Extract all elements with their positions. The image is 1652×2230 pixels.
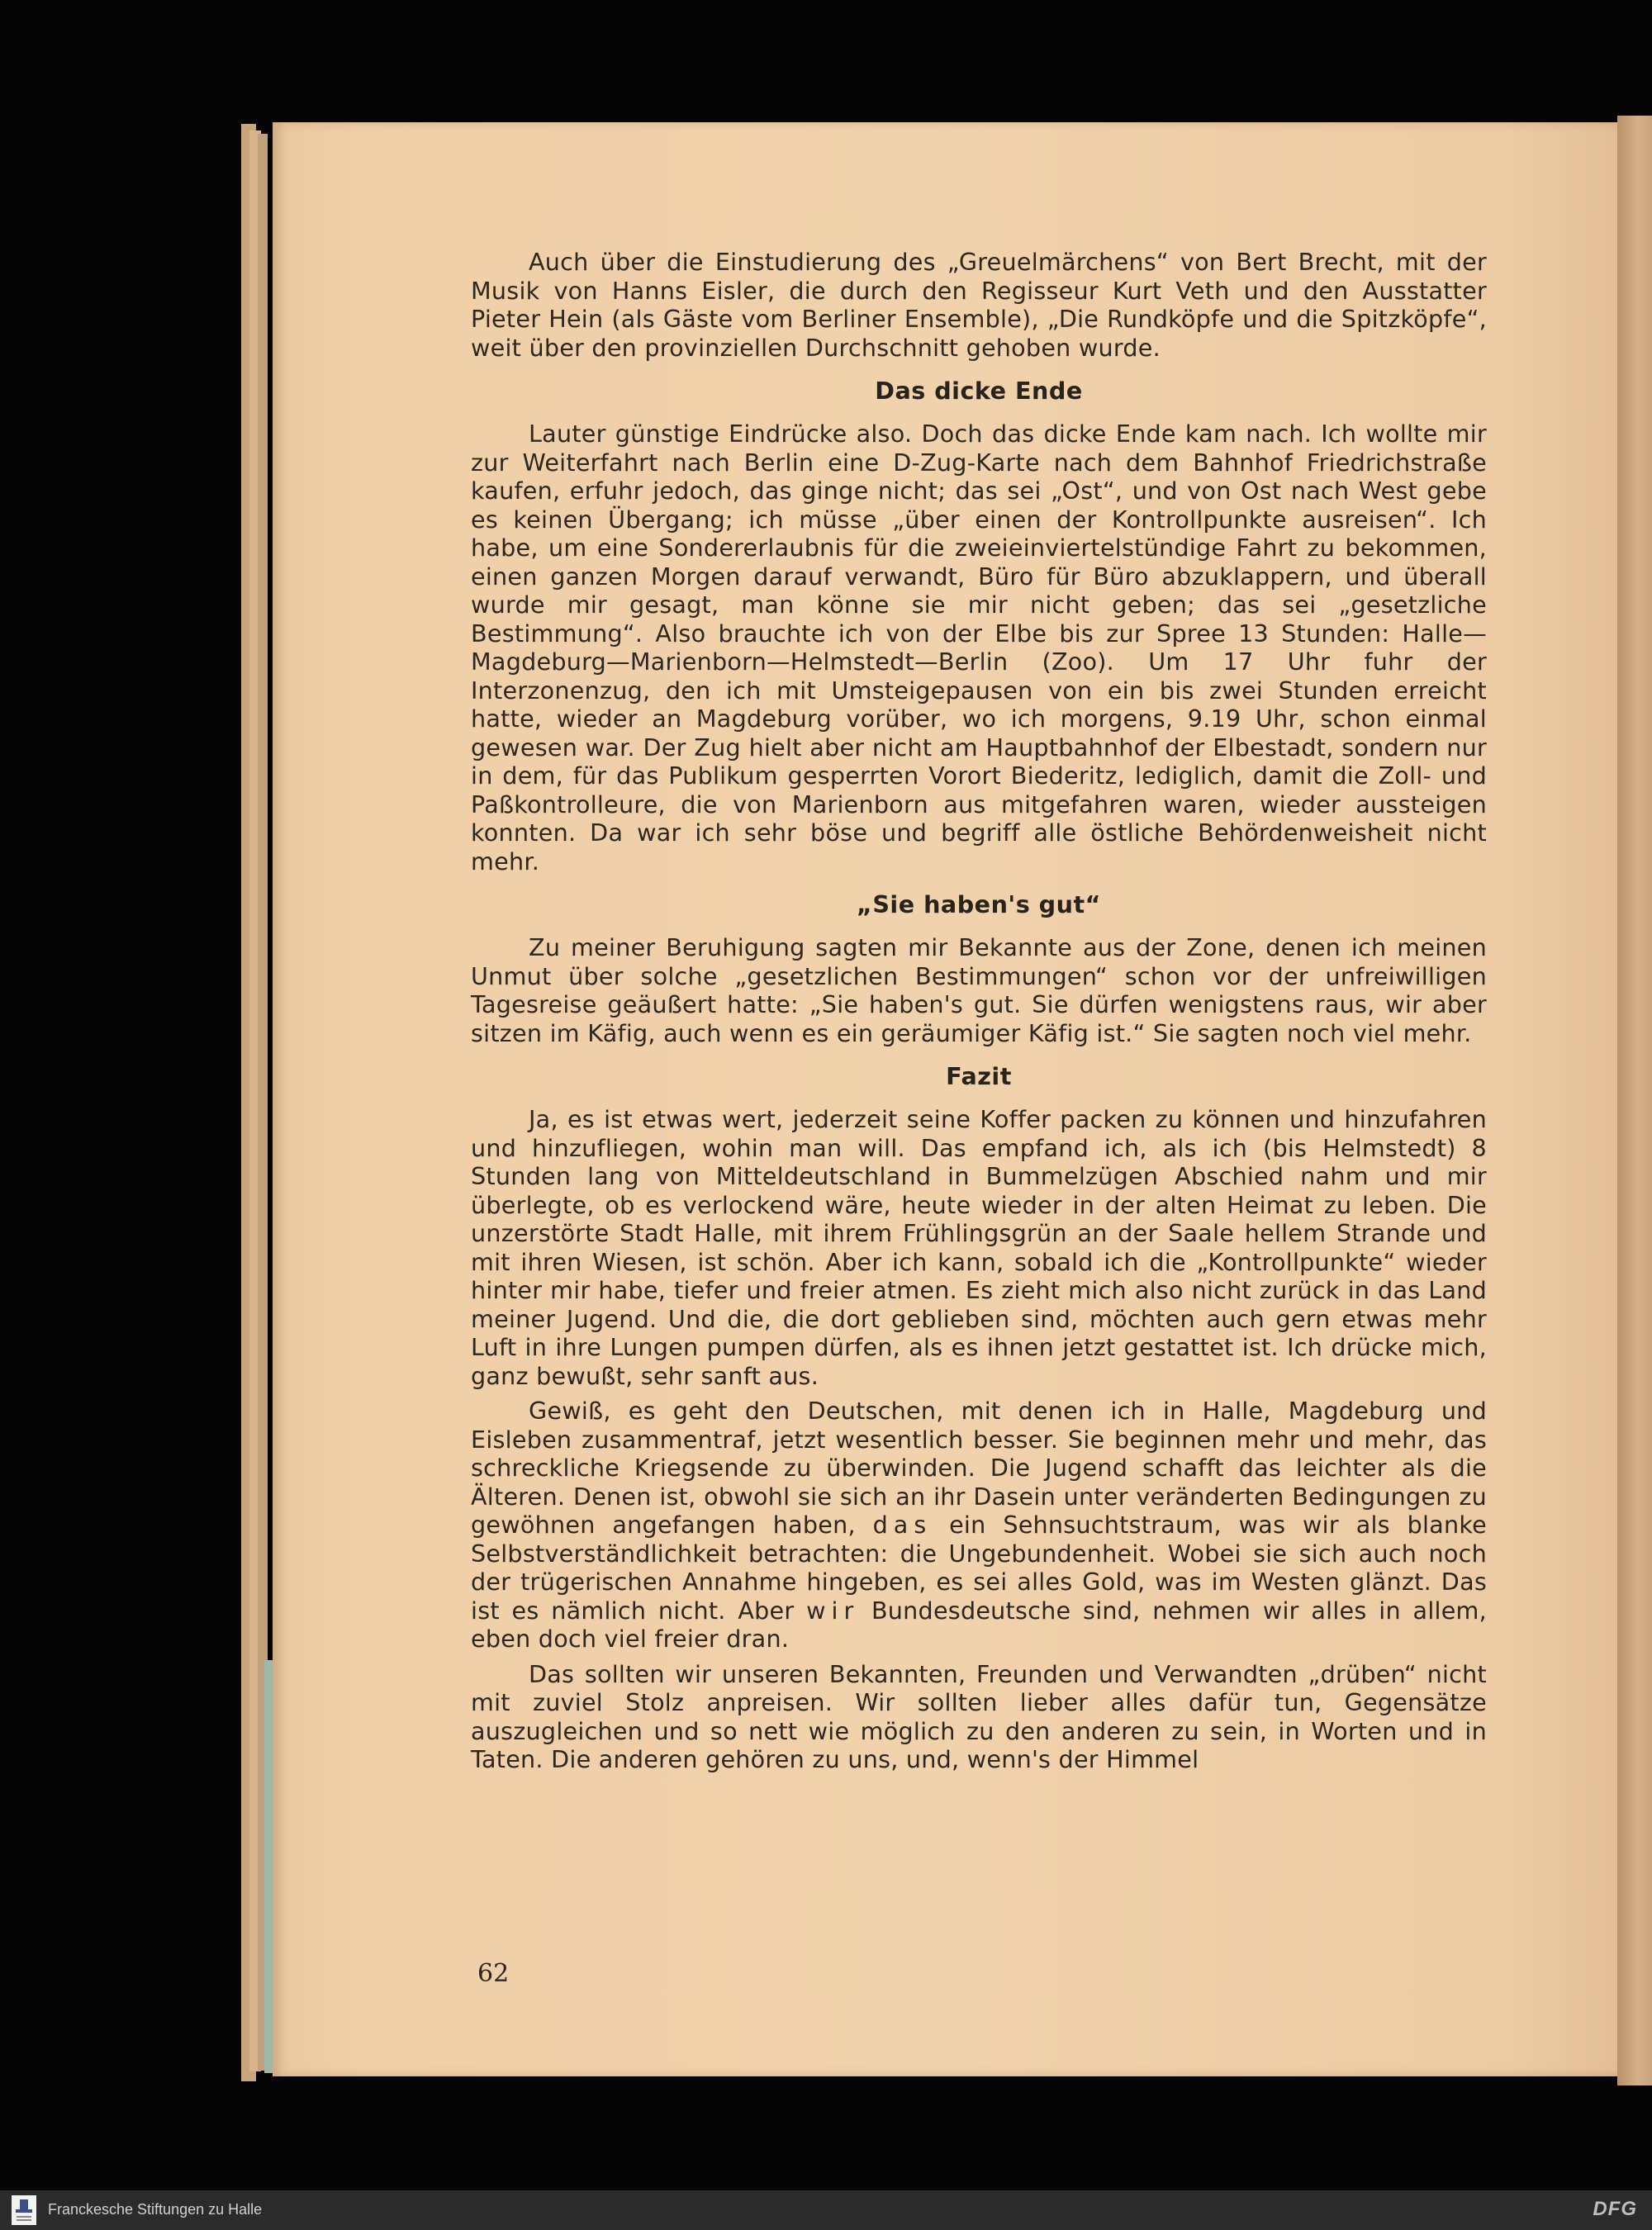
emphasis-text: wir [806, 1596, 860, 1625]
paragraph: Das sollten wir unseren Bekannten, Freunden und Verwandten „drüben“ nicht mit zuviel Stolz anpreisen. Wir sollten lieber alles dafür tun, Gegensätze auszugleichen und so nett wie möglich zu den anderen zu sein, in Worten und in Taten. Die anderen gehören zu uns, und, wenn's der Himmel [471, 1659, 1487, 1773]
book-page [273, 122, 1617, 2076]
section-heading: „Sie haben's gut“ [857, 890, 1101, 918]
paragraph-text: Gewiß, es geht den Deutschen, mit denen ich in Halle, Magdeburg und Eisleben zusammentraf, jetzt wesentlich besser. Sie beginnen mehr und mehr, das schreckliche Kriegsende zu überwinden. Die Jugend schafft das leichter als die Älteren. Denen ist, obwohl sie sich an ihr Dasein unter veränderten Bedingungen zu gewöhnen angefangen haben, [471, 1397, 1487, 1539]
section-heading: Das dicke Ende [875, 377, 1083, 405]
page-text [471, 248, 1487, 1774]
dfg-logo: DFG [1593, 2198, 1637, 2220]
paragraph: Ja, es ist etwas wert, jederzeit seine Koffer packen zu können und hinzufahren und hinzufliegen, wohin man will. Das empfand ich, als ich (bis Helmstedt) 8 Stunden lang von Mitteldeutschland in Bummelzügen Abschied nahm und mir überlegte, ob es verlockend wäre, heute wieder in der alten Heimat zu leben. Die unzerstörte Stadt Halle, mit ihrem Frühlingsgrün an der Saale hellem Strande und mit ihren Wiesen, ist schön. Aber ich kann, sobald ich die „Kontrollpunkte“ wieder hinter mir habe, tiefer und freier atmen. Es zieht mich also nicht zurück in das Land meiner Jugend. Und die, die dort geblieben sind, möchten auch gern etwas mehr Luft in ihre Lungen pumpen dürfen, als es ihnen jetzt gestattet ist. Ich drücke mich, ganz bewußt, sehr sanft aus. [471, 1105, 1487, 1390]
paragraph [471, 1397, 1487, 1654]
paragraph: Lauter günstige Eindrücke also. Doch das dicke Ende kam nach. Ich wollte mir zur Weiterfahrt nach Berlin eine D-Zug-Karte nach dem Bahnhof Friedrichstraße kaufen, erfuhr jedoch, das ginge nicht; das sei „Ost“, und von Ost nach West gebe es keinen Übergang; ich müsse „über einen der Kontrollpunkte ausreisen“. Ich habe, um eine Sondererlaubnis für die zweieinviertelstündige Fahrt zu bekommen, einen ganzen Morgen darauf verwandt, Büro für Büro abzuklappern, und überall wurde mir gesagt, man könne sie mir nicht geben; das sei „gesetzliche Bestimmung“. Also brauchte ich von der Elbe bis zur Spree 13 Stunden: Halle—Magdeburg—Marienborn—Helmstedt—Berlin (Zoo). Um 17 Uhr fuhr der Interzonenzug, den ich mit Umsteigepausen von ein bis zwei Stunden erreicht hatte, wieder an Magdeburg vorüber, wo ich morgens, 9.19 Uhr, schon einmal gewesen war. Der Zug hielt aber nicht am Hauptbahnhof der Elbestadt, sondern nur in dem, für das Publikum gesperrten Vorort Biederitz, lediglich, damit die Zoll- und Paßkontrolleure, die von Marienborn aus mitgefahren waren, wieder aussteigen konnten. Da war ich sehr böse und begriff alle östliche Behördenweisheit nicht mehr. [471, 420, 1487, 875]
paragraph-text: ein Sehnsuchtstraum, was wir als blanke Selbstverständlichkeit betrachten: die Ungebundenheit. Wobei sie sich auch noch der trügerischen Annahme hingeben, es sei alles Gold, was im Westen glänzt. Das ist es nämlich nicht. Aber [471, 1511, 1488, 1625]
viewer-footer [0, 2190, 1652, 2230]
section-heading: Fazit [946, 1062, 1012, 1090]
institution-label: Franckesche Stiftungen zu Halle [48, 2201, 263, 2218]
franckesche-stiftungen-logo-icon [12, 2195, 36, 2225]
paragraph-text: Bundesdeutsche sind, nehmen wir alles in allem, eben doch viel freier dran. [471, 1596, 1487, 1653]
paragraph: Auch über die Einstudierung des „Greuelmärchens“ von Bert Brecht, mit der Musik von Hanns Eisler, die durch den Regisseur Kurt Veth und den Ausstatter Pieter Hein (als Gäste vom Berliner Ensemble), „Die Rundköpfe und die Spitzköpfe“, weit über den provinziellen Durchschnitt gehoben wurde. [471, 248, 1487, 362]
facing-page-edge [1617, 116, 1652, 2085]
emphasis-text: das [872, 1511, 933, 1539]
page-number: 62 [477, 1959, 510, 1988]
paragraph: Zu meiner Beruhigung sagten mir Bekannte aus der Zone, denen ich meinen Unmut über solche „gesetzlichen Bestimmungen“ schon vor der unfreiwilligen Tagesreise geäußert hatte: „Sie haben's gut. Sie dürfen wenigstens raus, wir aber sitzen im Käfig, auch wenn es ein geräumiger Käfig ist.“ Sie sagten noch viel mehr. [471, 933, 1487, 1047]
